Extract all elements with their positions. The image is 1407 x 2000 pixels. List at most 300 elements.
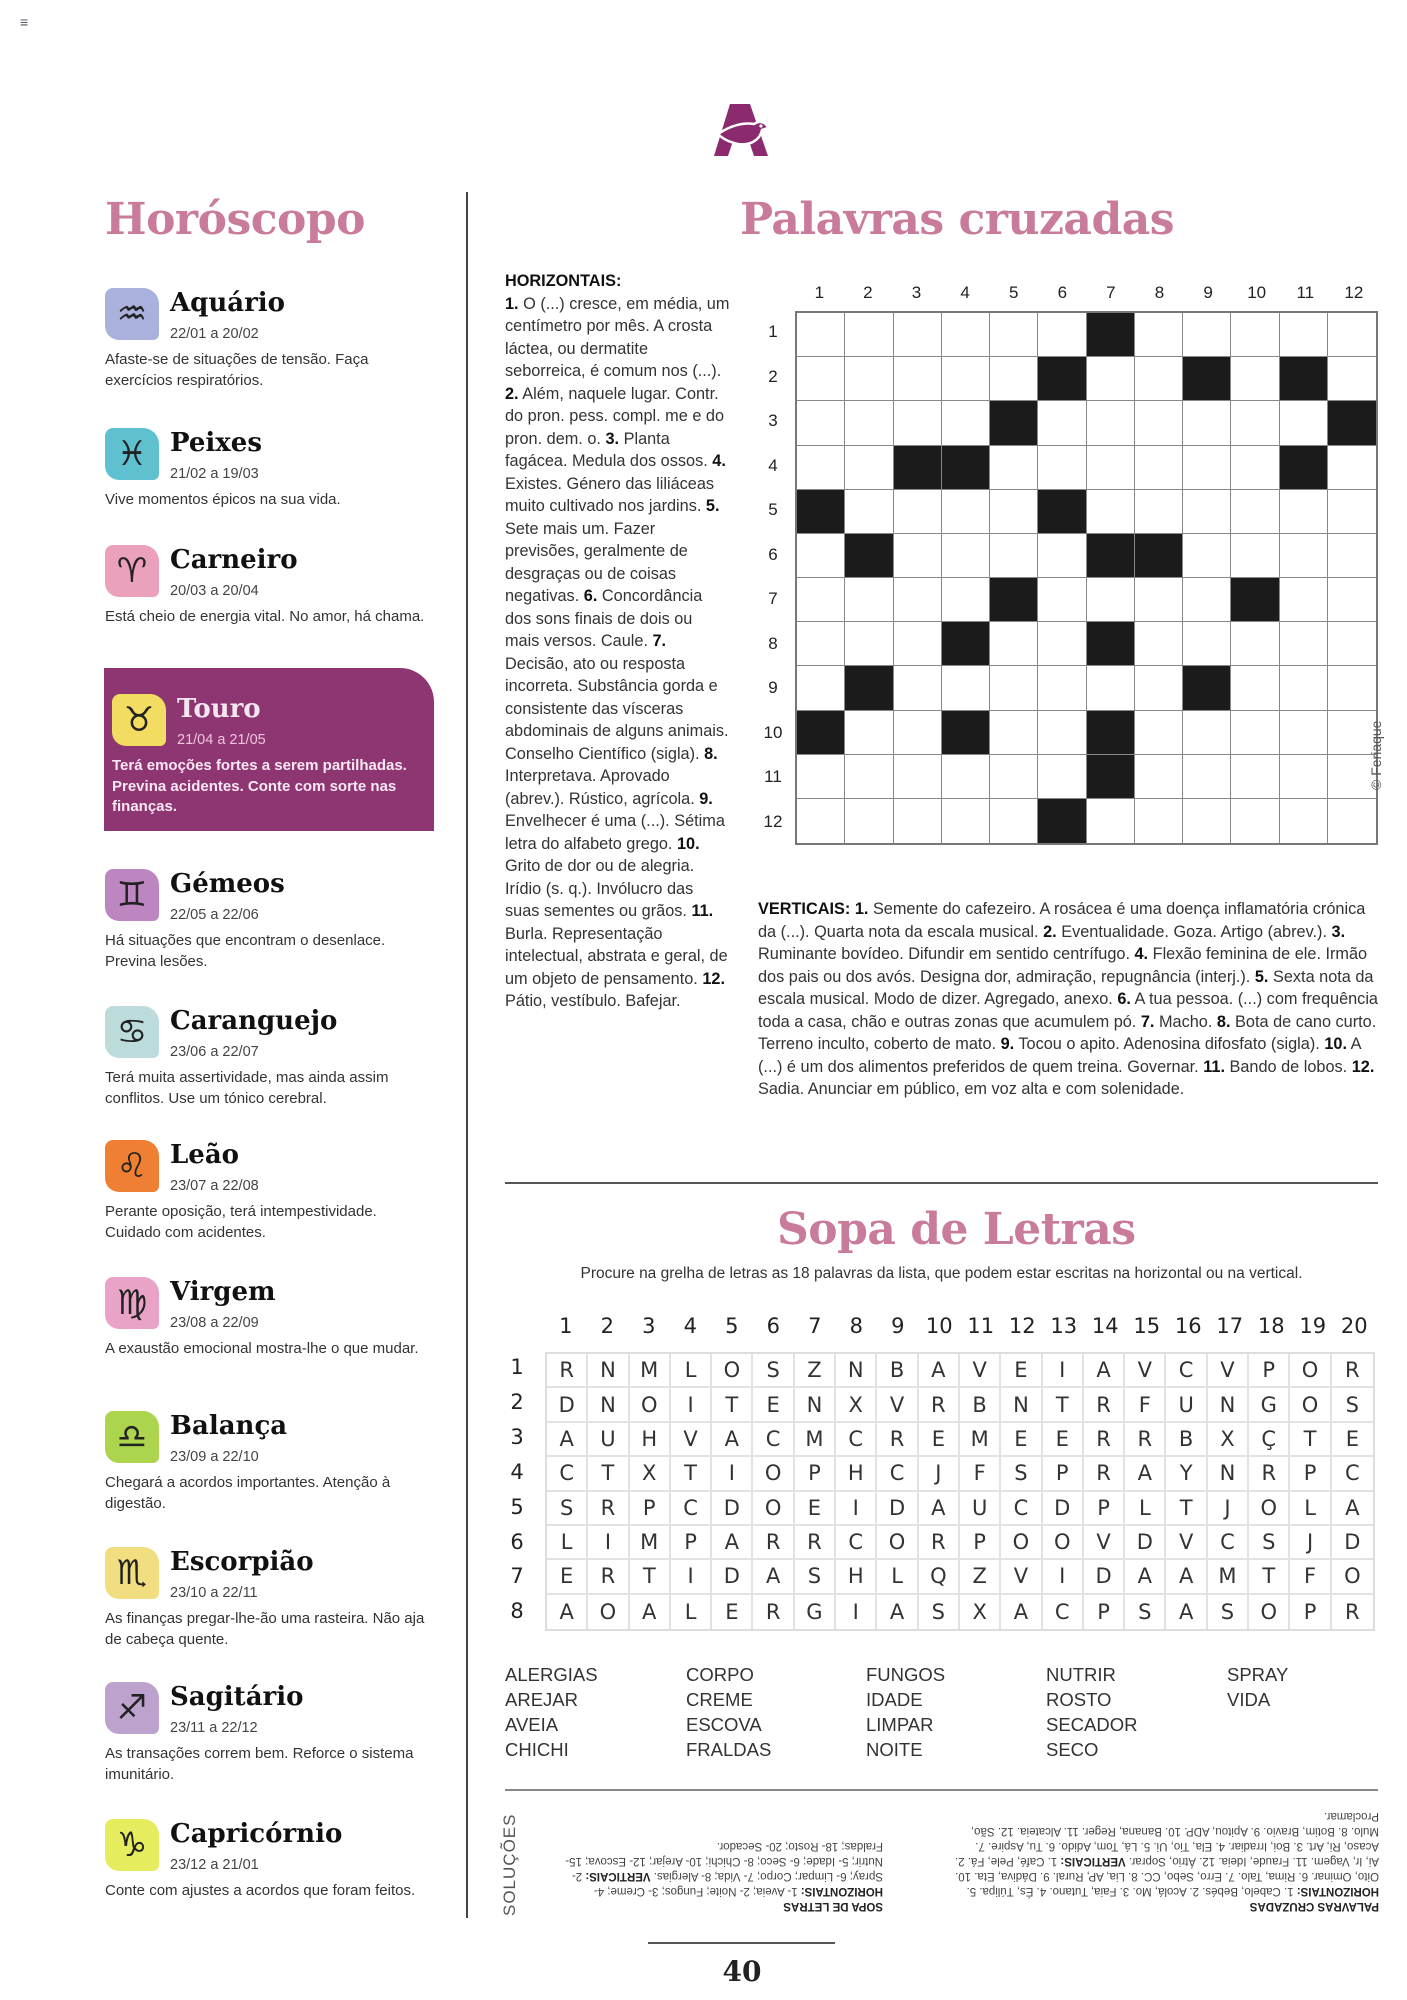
crossword-cell[interactable] (942, 799, 990, 843)
word-search-letter[interactable]: I (712, 1457, 753, 1491)
word-search-letter[interactable]: P (630, 1492, 671, 1526)
word-search-letter[interactable]: X (630, 1457, 671, 1491)
word-search-column-number: 9 (891, 1314, 905, 1338)
word-search-letter[interactable]: A (712, 1423, 753, 1457)
word-search-letter[interactable]: R (1084, 1388, 1125, 1422)
crossword-cell[interactable] (1231, 799, 1279, 843)
word-search-letter[interactable]: L (671, 1354, 712, 1388)
clue-number: 6. (583, 587, 598, 605)
crossword-cell[interactable] (1183, 490, 1231, 534)
word-search-letter[interactable]: U (1166, 1388, 1207, 1422)
word-search-letter[interactable]: S (1249, 1526, 1290, 1560)
word-search-letter[interactable]: Q (919, 1560, 960, 1594)
word-search-letter[interactable]: S (753, 1354, 794, 1388)
crossword-cell[interactable] (1183, 446, 1231, 490)
crossword-cell[interactable] (894, 357, 942, 401)
word-search-letter[interactable]: V (671, 1423, 712, 1457)
crossword-cell[interactable] (1135, 401, 1183, 445)
word-search-letter[interactable]: P (671, 1526, 712, 1560)
crossword-cell[interactable] (990, 799, 1038, 843)
crossword-cell[interactable] (797, 799, 845, 843)
crossword-cell[interactable] (1231, 666, 1279, 710)
crossword-cell[interactable] (1280, 313, 1328, 357)
horoscope-title: Horóscopo (105, 194, 365, 245)
word-search-letter[interactable]: N (588, 1388, 629, 1422)
crossword-cell[interactable] (1231, 446, 1279, 490)
crossword-cell[interactable] (894, 490, 942, 534)
word-search-letter[interactable]: E (547, 1560, 588, 1594)
word-search-letter[interactable]: S (919, 1595, 960, 1629)
crossword-cell[interactable] (1328, 490, 1376, 534)
crossword-cell[interactable] (1038, 534, 1086, 578)
crossword-cell[interactable] (894, 534, 942, 578)
crossword-cell[interactable] (1280, 534, 1328, 578)
word-search-letter[interactable]: P (1249, 1354, 1290, 1388)
word-search-letter[interactable]: T (712, 1388, 753, 1422)
word-search-letter[interactable]: C (836, 1423, 877, 1457)
crossword-cell[interactable] (990, 666, 1038, 710)
crossword-cell[interactable] (1087, 666, 1135, 710)
word-search-letter[interactable]: M (960, 1423, 1001, 1457)
word-search-letter[interactable]: N (795, 1388, 836, 1422)
word-search-letter[interactable]: A (1125, 1457, 1166, 1491)
word-search-letter[interactable]: B (1166, 1423, 1207, 1457)
word-search-letter[interactable]: C (1001, 1492, 1042, 1526)
word-search-letter[interactable]: S (1125, 1595, 1166, 1629)
crossword-cell[interactable] (942, 666, 990, 710)
word-search-letter[interactable]: O (877, 1526, 918, 1560)
crossword-cell[interactable] (1231, 357, 1279, 401)
word-search-letter[interactable]: I (588, 1526, 629, 1560)
word-search-letter[interactable]: A (1125, 1560, 1166, 1594)
crossword-cell[interactable] (1135, 799, 1183, 843)
crossword-cell[interactable] (845, 313, 893, 357)
crossword-cell[interactable] (845, 446, 893, 490)
crossword-cell[interactable] (990, 313, 1038, 357)
crossword-cell[interactable] (1183, 578, 1231, 622)
word-search-letter[interactable]: C (671, 1492, 712, 1526)
word-search-letter[interactable]: E (1001, 1423, 1042, 1457)
word-search-letter[interactable]: D (1084, 1560, 1125, 1594)
crossword-cell[interactable] (1183, 755, 1231, 799)
word-search-letter[interactable]: A (547, 1595, 588, 1629)
word-search-letter[interactable]: S (547, 1492, 588, 1526)
crossword-cell[interactable] (1328, 622, 1376, 666)
word-search-letter[interactable]: I (836, 1492, 877, 1526)
word-search-letter[interactable]: S (1208, 1595, 1249, 1629)
word-search-letter[interactable]: S (795, 1560, 836, 1594)
word-search-letter[interactable]: R (753, 1526, 794, 1560)
crossword-cell[interactable] (1038, 755, 1086, 799)
crossword-cell[interactable] (1183, 401, 1231, 445)
crossword-cell[interactable] (1183, 622, 1231, 666)
word-search-letter[interactable]: T (630, 1560, 671, 1594)
word-search-letter[interactable]: O (1290, 1388, 1331, 1422)
word-search-letter[interactable]: O (588, 1595, 629, 1629)
crossword-cell[interactable] (845, 357, 893, 401)
word-search-letter[interactable]: O (1249, 1595, 1290, 1629)
word-search-letter[interactable]: D (1332, 1526, 1373, 1560)
word-search-letter[interactable]: R (919, 1526, 960, 1560)
word-search-letter[interactable]: F (1290, 1560, 1331, 1594)
word-search-letter[interactable]: P (1043, 1457, 1084, 1491)
word-search-letter[interactable]: A (753, 1560, 794, 1594)
crossword-cell[interactable] (942, 578, 990, 622)
crossword-black-cell (1280, 357, 1328, 401)
crossword-cell[interactable] (990, 755, 1038, 799)
crossword-cell[interactable] (1328, 357, 1376, 401)
word-search-letter[interactable]: V (877, 1388, 918, 1422)
word-search-letter[interactable]: M (795, 1423, 836, 1457)
crossword-cell[interactable] (894, 711, 942, 755)
word-search-letter[interactable]: F (960, 1457, 1001, 1491)
word-search-letter[interactable]: C (1043, 1595, 1084, 1629)
word-search-letter[interactable]: V (1125, 1354, 1166, 1388)
word-search-letter[interactable]: O (1332, 1560, 1373, 1594)
word-search-column-number: 17 (1216, 1314, 1244, 1338)
word-search-letter[interactable]: J (1208, 1492, 1249, 1526)
word-search-letter[interactable]: P (795, 1457, 836, 1491)
word-search-letter[interactable]: A (919, 1492, 960, 1526)
crossword-cell[interactable] (797, 578, 845, 622)
word-search-letter[interactable]: Z (960, 1560, 1001, 1594)
crossword-cell[interactable] (1135, 490, 1183, 534)
word-search-letter[interactable]: V (960, 1354, 1001, 1388)
crossword-cell[interactable] (1231, 401, 1279, 445)
word-search-letter[interactable]: T (588, 1457, 629, 1491)
word-search-letter[interactable]: E (1001, 1354, 1042, 1388)
word-list-column (686, 1662, 771, 1762)
crossword-cell[interactable] (1280, 622, 1328, 666)
crossword-cell[interactable] (1328, 313, 1376, 357)
crossword-cell[interactable] (797, 401, 845, 445)
word-search-letter[interactable]: R (1084, 1457, 1125, 1491)
crossword-cell[interactable] (990, 357, 1038, 401)
word-search-letter[interactable]: A (712, 1526, 753, 1560)
clue-text: Além, naquele lugar. Contr. do pron. pess. compl. me e do pron. dem. o. (505, 384, 725, 448)
word-search-letter[interactable]: O (753, 1492, 794, 1526)
word-search-letter[interactable]: H (836, 1560, 877, 1594)
word-search-letter[interactable]: Z (795, 1354, 836, 1388)
word-search-letter[interactable]: S (1001, 1457, 1042, 1491)
crossword-cell[interactable] (1135, 622, 1183, 666)
word-search-letter[interactable]: D (712, 1492, 753, 1526)
crossword-cell[interactable] (1135, 578, 1183, 622)
word-search-letter[interactable]: X (1208, 1423, 1249, 1457)
word-search-letter[interactable]: O (1249, 1492, 1290, 1526)
word-search-letter[interactable]: N (1001, 1388, 1042, 1422)
crossword-row-number: 6 (768, 544, 778, 564)
word-search-letter[interactable]: T (1290, 1423, 1331, 1457)
word-search-letter[interactable]: E (795, 1492, 836, 1526)
crossword-cell[interactable] (1280, 578, 1328, 622)
word-search-letter[interactable]: A (1332, 1492, 1373, 1526)
crossword-cell[interactable] (1280, 666, 1328, 710)
word-search-letter[interactable]: L (1290, 1492, 1331, 1526)
crossword-cell[interactable] (797, 534, 845, 578)
crossword-cell[interactable] (1087, 446, 1135, 490)
crossword-cell[interactable] (1183, 799, 1231, 843)
word-search-letter[interactable]: A (877, 1595, 918, 1629)
word-search-letter[interactable]: E (1332, 1423, 1373, 1457)
word-search-letter[interactable]: D (1043, 1492, 1084, 1526)
crossword-cell[interactable] (1231, 622, 1279, 666)
sign-dates: 20/03 a 20/04 (170, 583, 259, 599)
crossword-cell[interactable] (1038, 666, 1086, 710)
crossword-cell[interactable] (1231, 755, 1279, 799)
word-search-letter[interactable]: F (1125, 1388, 1166, 1422)
word-search-letter[interactable]: R (1345, 1599, 1360, 1624)
crossword-cell[interactable] (1087, 799, 1135, 843)
crossword-cell[interactable] (1328, 534, 1376, 578)
crossword-cell[interactable] (1135, 711, 1183, 755)
crossword-cell[interactable] (1038, 446, 1086, 490)
word-search-letter[interactable]: V (1084, 1526, 1125, 1560)
word-search-letter[interactable]: N (1208, 1457, 1249, 1491)
word-search-letter[interactable]: V (1166, 1526, 1207, 1560)
word-search-letter[interactable]: T (671, 1457, 712, 1491)
crossword-cell[interactable] (894, 578, 942, 622)
crossword-cell[interactable] (845, 622, 893, 666)
word-search-letter[interactable]: L (1125, 1492, 1166, 1526)
crossword-cell[interactable] (845, 578, 893, 622)
word-search-letter[interactable]: R (588, 1560, 629, 1594)
word-search-letter[interactable]: I (671, 1560, 712, 1594)
crossword-cell[interactable] (845, 711, 893, 755)
word-search-letter[interactable]: A (1166, 1560, 1207, 1594)
crossword-cell[interactable] (797, 357, 845, 401)
crossword-cell[interactable] (894, 313, 942, 357)
word-search-letter[interactable]: B (960, 1388, 1001, 1422)
word-search-letter[interactable]: D (877, 1492, 918, 1526)
crossword-cell[interactable] (1087, 578, 1135, 622)
word-search-letter[interactable]: U (588, 1423, 629, 1457)
word-search-letter[interactable]: D (547, 1388, 588, 1422)
crossword-black-cell (942, 622, 990, 666)
crossword-cell[interactable] (894, 799, 942, 843)
word-search-letter[interactable]: I (1043, 1560, 1084, 1594)
crossword-cell[interactable] (894, 401, 942, 445)
word-search-letter[interactable]: Ç (1249, 1423, 1290, 1457)
word-search-letter[interactable]: G (795, 1595, 836, 1629)
crossword-cell[interactable] (845, 755, 893, 799)
crossword-cell[interactable] (942, 401, 990, 445)
crossword-cell[interactable] (1280, 490, 1328, 534)
sign-dates: 23/07 a 22/08 (170, 1178, 259, 1194)
crossword-cell[interactable] (1183, 711, 1231, 755)
word-search-letter[interactable]: E (712, 1595, 753, 1629)
word-search-letter[interactable]: O (1043, 1526, 1084, 1560)
word-search-letter[interactable]: E (919, 1423, 960, 1457)
word-search-letter[interactable]: E (753, 1388, 794, 1422)
word-search-letter[interactable]: B (877, 1354, 918, 1388)
word-search-letter[interactable]: L (877, 1560, 918, 1594)
crossword-cell[interactable] (1328, 446, 1376, 490)
crossword-cell[interactable] (1231, 313, 1279, 357)
word-search-letter[interactable]: T (1249, 1560, 1290, 1594)
crossword-cell[interactable] (990, 711, 1038, 755)
word-search-letter[interactable]: P (1084, 1492, 1125, 1526)
word-search-letter[interactable]: R (753, 1595, 794, 1629)
word-search-letter[interactable]: A (1166, 1595, 1207, 1629)
clue-text: Envelhecer é uma (...). Sétima letra do alfabeto grego. (505, 812, 725, 853)
crossword-cell[interactable] (1038, 622, 1086, 666)
crossword-cell[interactable] (1183, 313, 1231, 357)
crossword-cell[interactable] (990, 446, 1038, 490)
word-search-letter[interactable]: J (1290, 1526, 1331, 1560)
crossword-cell[interactable] (1231, 490, 1279, 534)
crossword-cell[interactable] (990, 534, 1038, 578)
crossword-cell[interactable] (845, 401, 893, 445)
word-search-letter[interactable]: R (547, 1354, 588, 1388)
crossword-cell[interactable] (1135, 357, 1183, 401)
word-search-letter[interactable]: I (1043, 1354, 1084, 1388)
word-search-letter[interactable]: O (630, 1388, 671, 1422)
crossword-cell[interactable] (797, 755, 845, 799)
word-search-letter[interactable]: R (1332, 1354, 1373, 1388)
word-search-letter[interactable]: T (1166, 1492, 1207, 1526)
word-search-letter[interactable]: O (753, 1457, 794, 1491)
word-search-letter[interactable]: A (1001, 1595, 1042, 1629)
word-search-letter[interactable]: V (1208, 1354, 1249, 1388)
word-search-letter[interactable]: D (1125, 1526, 1166, 1560)
crossword-cell[interactable] (894, 666, 942, 710)
word-search-letter[interactable]: M (630, 1354, 671, 1388)
word-search-letter[interactable]: D (712, 1560, 753, 1594)
word-search-letter[interactable]: L (671, 1595, 712, 1629)
word-search-letter[interactable]: P (1290, 1457, 1331, 1491)
word-search-letter[interactable]: R (1249, 1457, 1290, 1491)
word-search-letter[interactable]: R (1125, 1423, 1166, 1457)
crossword-cell[interactable] (942, 313, 990, 357)
word-search-letter[interactable]: G (1249, 1388, 1290, 1422)
crossword-cell[interactable] (1087, 357, 1135, 401)
crossword-cell[interactable] (1038, 578, 1086, 622)
footer-rule (648, 1942, 835, 1944)
crossword-cell[interactable] (1135, 755, 1183, 799)
word-search-letter[interactable]: N (836, 1354, 877, 1388)
crossword-cell[interactable] (797, 313, 845, 357)
word-search-letter[interactable]: H (836, 1457, 877, 1491)
crossword-cell[interactable] (1038, 401, 1086, 445)
crossword-cell[interactable] (894, 622, 942, 666)
crossword-cell[interactable] (990, 622, 1038, 666)
word-search-letter[interactable]: M (1208, 1560, 1249, 1594)
crossword-cell[interactable] (1280, 711, 1328, 755)
word-search-letter[interactable]: P (1084, 1595, 1125, 1629)
word-search-letter[interactable]: O (1001, 1526, 1042, 1560)
word-search-letter[interactable]: C (1208, 1526, 1249, 1560)
word-search-letter[interactable]: J (919, 1457, 960, 1491)
crossword-cell[interactable] (942, 534, 990, 578)
crossword-column-number: 3 (911, 283, 922, 302)
crossword-cell[interactable] (1231, 711, 1279, 755)
word-search-letter[interactable]: A (919, 1354, 960, 1388)
word-search-letter[interactable]: R (877, 1423, 918, 1457)
word-search-letter[interactable]: N (588, 1354, 629, 1388)
word-search-letter[interactable]: R (919, 1388, 960, 1422)
crossword-cell[interactable] (1135, 446, 1183, 490)
clue-text: Tocou o apito. Adenosina difosfato (sigla). (1018, 1035, 1320, 1053)
crossword-cell[interactable] (942, 357, 990, 401)
sign-dates: 21/02 a 19/03 (170, 466, 259, 482)
word-list-item: ESCOVA (686, 1714, 762, 1735)
word-search-letter[interactable]: P (960, 1526, 1001, 1560)
crossword-cell[interactable] (845, 799, 893, 843)
word-search-letter[interactable]: C (753, 1423, 794, 1457)
word-search-letter[interactable]: O (1290, 1354, 1331, 1388)
word-search-letter[interactable]: R (588, 1492, 629, 1526)
crossword-black-cell (1087, 313, 1135, 357)
crossword-cell[interactable] (1135, 666, 1183, 710)
word-search-letter[interactable]: C (1332, 1457, 1373, 1491)
word-search-letter[interactable]: C (836, 1526, 877, 1560)
crossword-cell[interactable] (1280, 755, 1328, 799)
word-search-letter[interactable]: E (1043, 1423, 1084, 1457)
word-search-letter[interactable]: V (1001, 1560, 1042, 1594)
crossword-cell[interactable] (797, 446, 845, 490)
word-search-letter[interactable]: A (630, 1595, 671, 1629)
word-search-letter[interactable]: X (836, 1388, 877, 1422)
crossword-cell[interactable] (797, 666, 845, 710)
word-search-letter[interactable]: X (960, 1595, 1001, 1629)
crossword-cell[interactable] (1038, 711, 1086, 755)
crossword-cell[interactable] (1183, 534, 1231, 578)
crossword-cell[interactable] (1135, 313, 1183, 357)
word-search-letter[interactable]: Y (1166, 1457, 1207, 1491)
crossword-cell[interactable] (1328, 799, 1376, 843)
crossword-cell[interactable] (1328, 666, 1376, 710)
word-search-grid[interactable] (545, 1352, 1375, 1631)
crossword-cell[interactable] (1231, 534, 1279, 578)
crossword-cell[interactable] (1087, 401, 1135, 445)
word-search-letter[interactable]: C (1166, 1354, 1207, 1388)
word-search-letter[interactable]: M (630, 1526, 671, 1560)
word-search-letter[interactable]: I (671, 1388, 712, 1422)
crossword-cell[interactable] (990, 490, 1038, 534)
word-search-letter[interactable]: U (960, 1492, 1001, 1526)
word-search-letter[interactable]: A (547, 1423, 588, 1457)
word-search-letter[interactable]: T (1043, 1388, 1084, 1422)
crossword-cell[interactable] (942, 755, 990, 799)
word-search-letter[interactable]: R (795, 1526, 836, 1560)
crossword-cell[interactable] (845, 490, 893, 534)
crossword-cell[interactable] (1087, 490, 1135, 534)
crossword-cell[interactable] (1328, 578, 1376, 622)
word-search-letter[interactable]: O (712, 1354, 753, 1388)
crossword-cell[interactable] (797, 622, 845, 666)
word-search-letter[interactable]: I (836, 1595, 877, 1629)
word-search-letter[interactable]: A (1084, 1354, 1125, 1388)
crossword-cell[interactable] (1038, 313, 1086, 357)
crossword-grid[interactable] (795, 311, 1378, 845)
cw-solutions-heading: PALAVRAS CRUZADAS (1249, 1900, 1379, 1912)
word-search-letter[interactable]: R (1084, 1423, 1125, 1457)
crossword-cell[interactable] (1280, 799, 1328, 843)
word-search-letter[interactable]: S (1332, 1388, 1373, 1422)
word-search-letter[interactable]: P (1290, 1595, 1331, 1629)
word-search-letter[interactable]: H (630, 1423, 671, 1457)
clue-number: 12. (702, 969, 725, 988)
crossword-cell[interactable] (1280, 401, 1328, 445)
crossword-cell[interactable] (942, 490, 990, 534)
menu-icon[interactable]: ≡ (20, 14, 29, 30)
word-search-letter[interactable]: C (547, 1457, 588, 1491)
word-search-letter[interactable]: L (547, 1526, 588, 1560)
word-search-letter[interactable]: C (877, 1457, 918, 1491)
crossword-cell[interactable] (894, 755, 942, 799)
word-search-letter[interactable]: N (1208, 1388, 1249, 1422)
